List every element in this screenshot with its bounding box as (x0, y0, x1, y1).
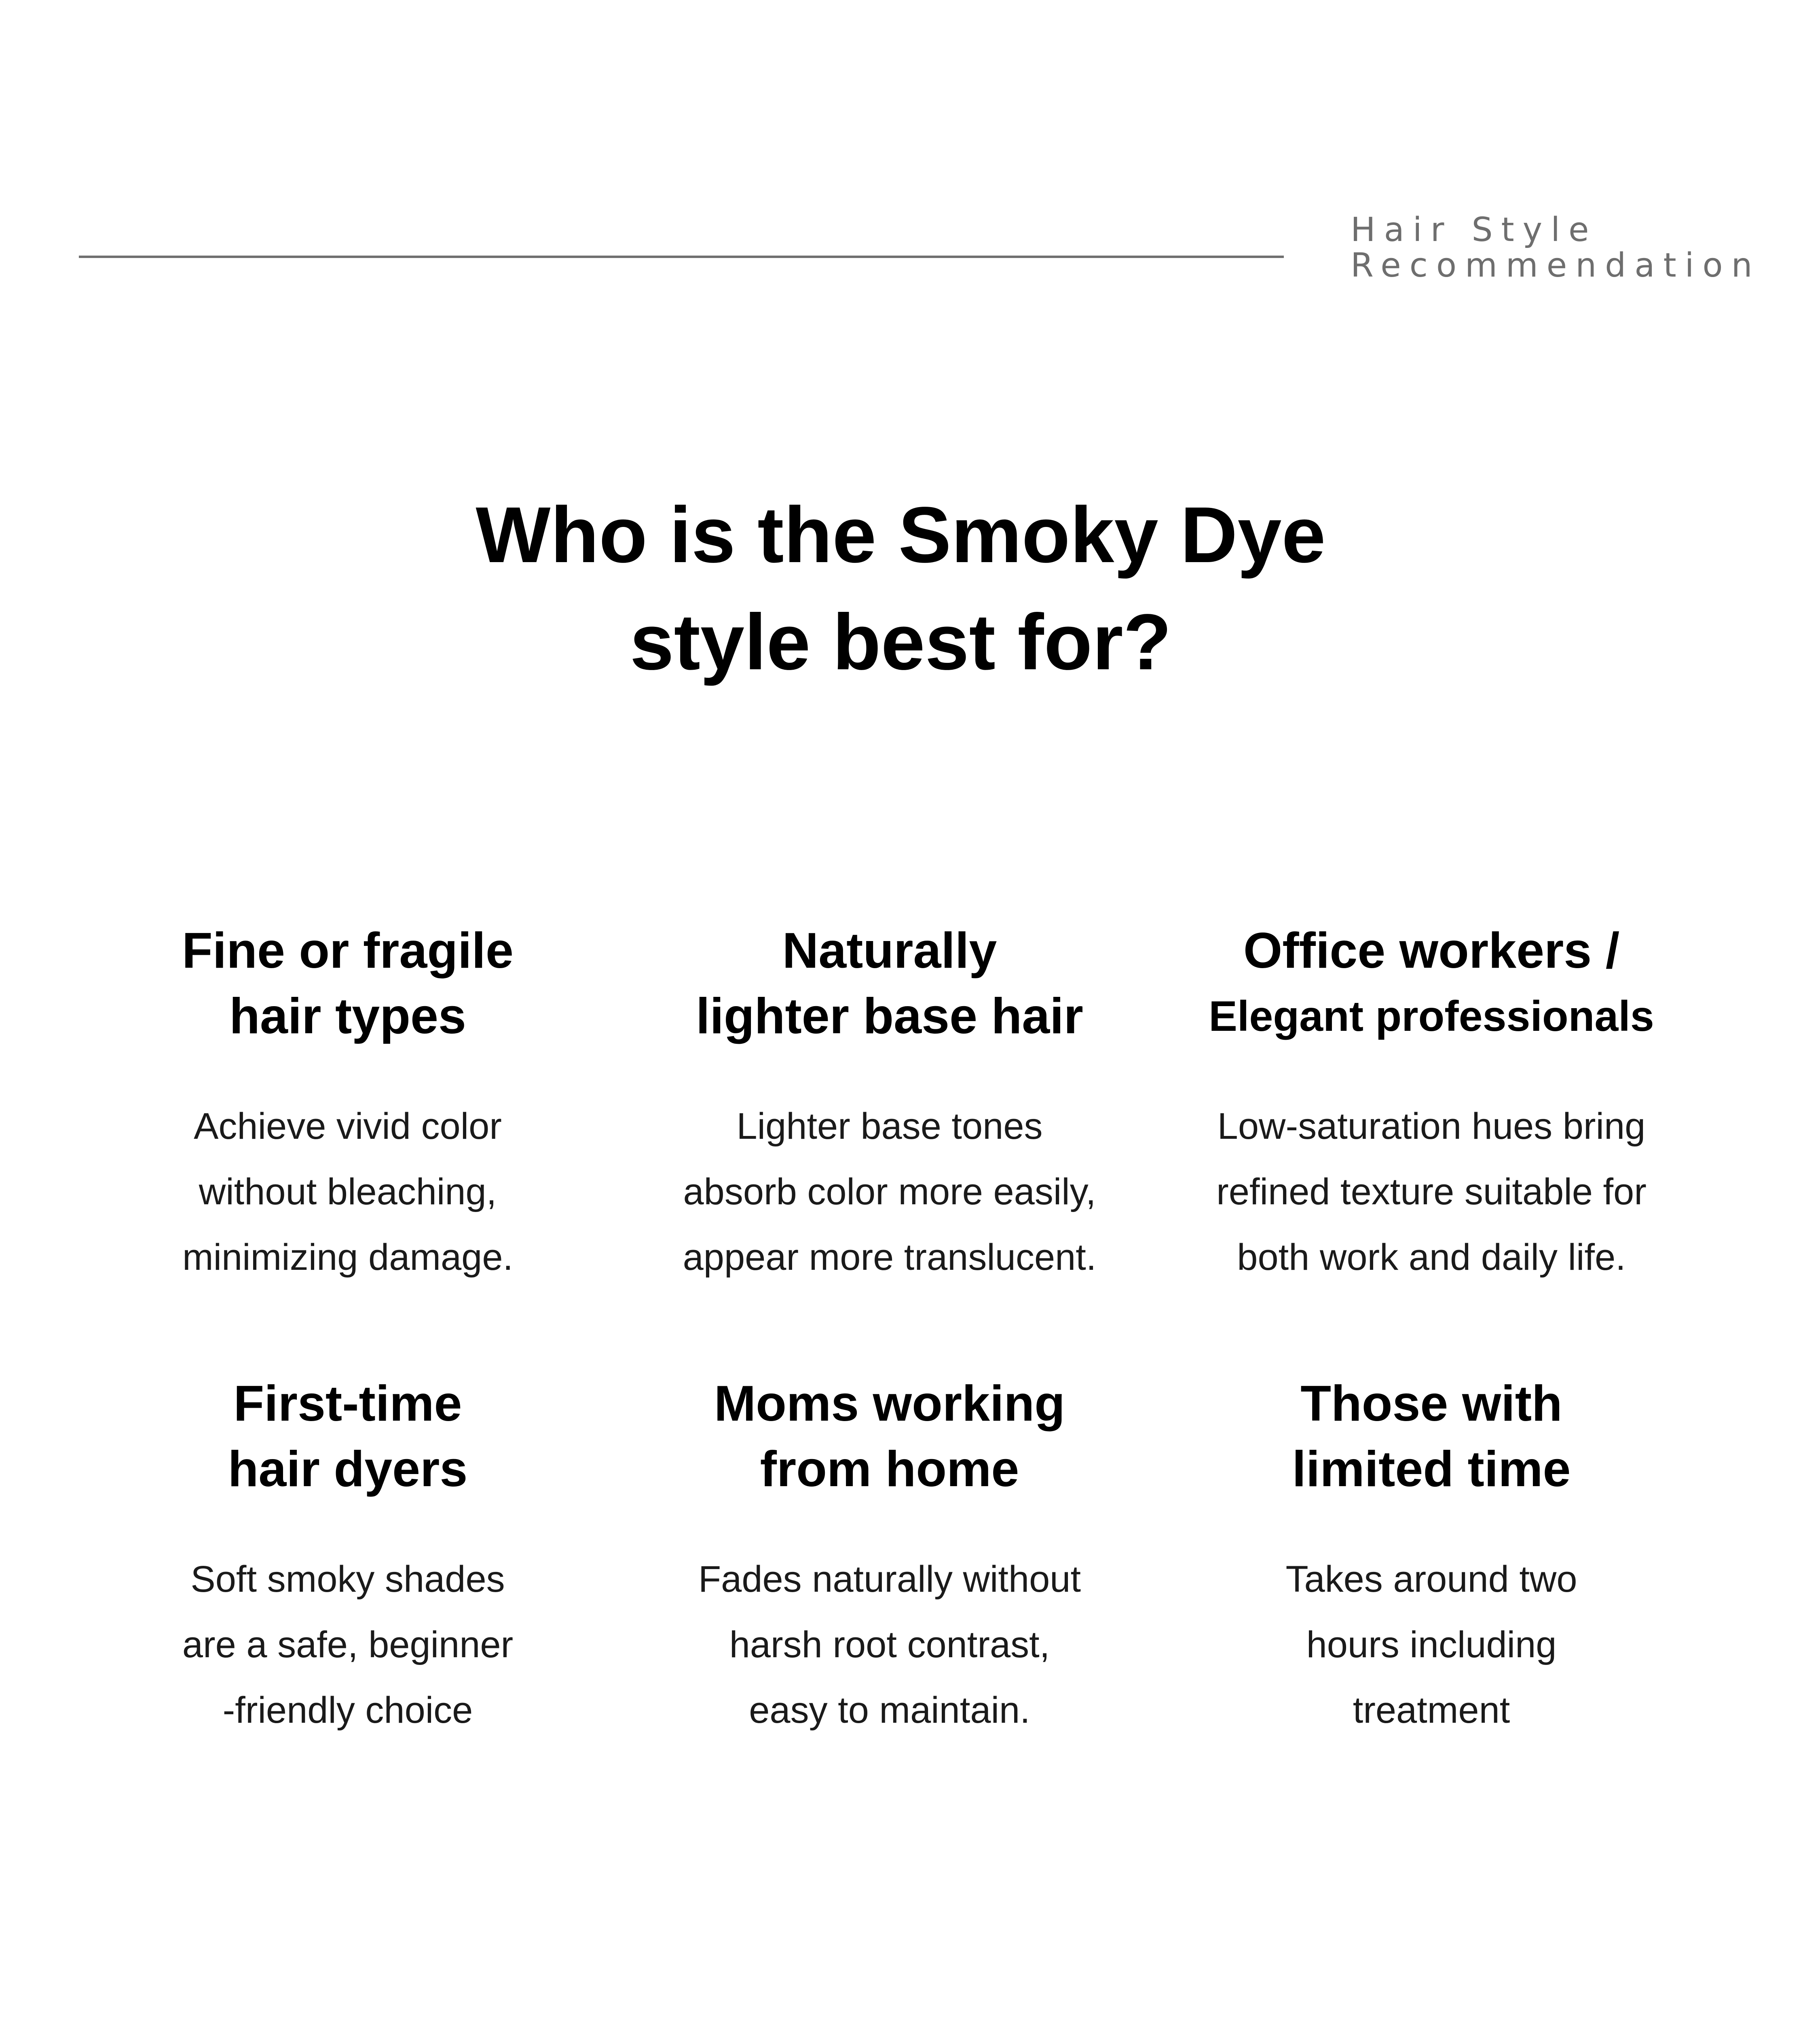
card-description-line: without bleaching, (199, 1171, 497, 1212)
page-title (0, 481, 1801, 696)
header-divider (79, 256, 1284, 258)
page-title-line2: style best for? (630, 598, 1172, 686)
card-description (1148, 1546, 1714, 1743)
card-title-line: Elegant professionals (1209, 992, 1654, 1040)
card-title-line: Fine or fragile (182, 923, 514, 979)
card-description-line: are a safe, beginner (182, 1624, 514, 1665)
card-description-line: -friendly choice (222, 1690, 473, 1731)
card-description-line: easy to maintain. (749, 1690, 1030, 1731)
card-title (1148, 1371, 1714, 1502)
card-title-line: lighter base hair (696, 988, 1083, 1044)
card-office-workers (1148, 918, 1714, 1290)
card-description (607, 1546, 1173, 1743)
card-description-line: minimizing damage. (182, 1237, 514, 1278)
card-description-line: absorb color more easily, (683, 1171, 1096, 1212)
card-description-line: Low-saturation hues bring (1217, 1106, 1646, 1147)
card-title-line: Office workers / (1243, 923, 1620, 979)
card-title (607, 1371, 1173, 1502)
card-description (65, 1546, 631, 1743)
card-lighter-base (607, 918, 1173, 1290)
card-description-line: both work and daily life. (1237, 1237, 1626, 1278)
card-title (65, 1371, 631, 1502)
card-title-line: Moms working (714, 1376, 1065, 1432)
card-moms-working (607, 1371, 1173, 1743)
card-title-line: limited time (1292, 1441, 1571, 1497)
card-title-line: from home (760, 1441, 1019, 1497)
card-title (65, 918, 631, 1049)
card-title-line: Naturally (782, 923, 997, 979)
card-description (1148, 1093, 1714, 1290)
brand-label (1351, 212, 1761, 283)
card-title-line: Those with (1300, 1376, 1562, 1432)
card-description (65, 1093, 631, 1290)
card-description-line: refined texture suitable for (1216, 1171, 1647, 1212)
card-description-line: hours including (1306, 1624, 1557, 1665)
brand-label-line2: Recommendation (1351, 246, 1761, 285)
page-title-line1: Who is the Smoky Dye (476, 491, 1326, 579)
card-description (607, 1093, 1173, 1290)
card-description-line: Takes around two (1285, 1559, 1577, 1600)
brand-label-line1: Hair Style (1351, 211, 1598, 249)
card-title-line: First-time (233, 1376, 462, 1432)
card-title (1148, 918, 1714, 1049)
card-fine-hair (65, 918, 631, 1290)
card-description-line: harsh root contrast, (729, 1624, 1050, 1665)
card-title-line: hair types (229, 988, 466, 1044)
card-limited-time (1148, 1371, 1714, 1743)
card-title-line: hair dyers (228, 1441, 468, 1497)
card-description-line: Soft smoky shades (190, 1559, 505, 1600)
card-first-time (65, 1371, 631, 1743)
card-description-line: appear more translucent. (683, 1237, 1097, 1278)
card-description-line: treatment (1353, 1690, 1510, 1731)
card-description-line: Achieve vivid color (194, 1106, 502, 1147)
card-description-line: Lighter base tones (736, 1106, 1043, 1147)
card-description-line: Fades naturally without (698, 1559, 1081, 1600)
card-title (607, 918, 1173, 1049)
